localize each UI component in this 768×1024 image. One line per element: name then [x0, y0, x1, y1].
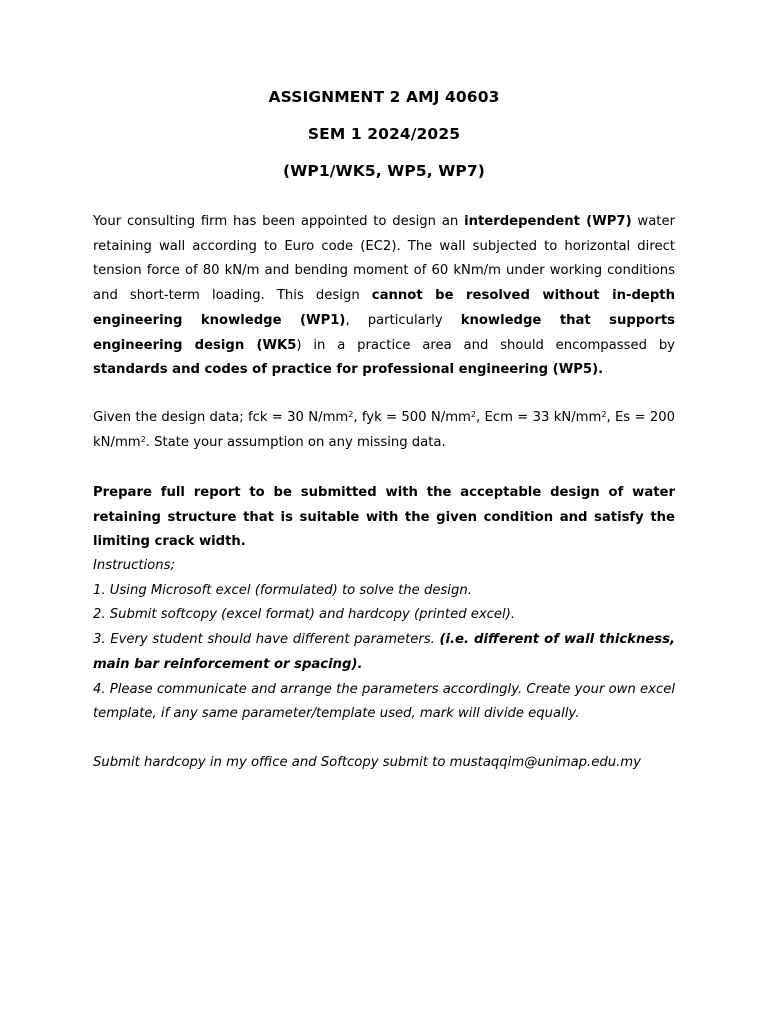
- instructions-block: [93, 554, 675, 727]
- instruction-item-3-bold: (i.e. different of wall thickness, main bar reinforcement or spacing).: [93, 632, 675, 672]
- intro-bold-wk5: knowledge that supports engineering design (WK5: [93, 312, 675, 353]
- intro-bold-wp7: interdependent (WP7): [464, 214, 632, 229]
- design-data-text-3: , Ecm = 33 kN/mm: [475, 410, 602, 425]
- instruction-item-4: 4. Please communicate and arrange the parameters accordingly. Create your own excel template, if any same parameter/template used, mark will divide equally.: [93, 681, 675, 722]
- design-data-text-4: , Es = 200 kN/mm: [93, 410, 675, 450]
- superscript-2: 2: [601, 410, 607, 419]
- design-data-paragraph: [93, 406, 675, 455]
- instruction-item-1: 1. Using Microsoft excel (formulated) to solve the design.: [93, 582, 472, 598]
- instruction-item-3: [93, 628, 675, 677]
- submission-note: Submit hardcopy in my office and Softcopy submit to mustaqqim@unimap.edu.my: [93, 755, 641, 770]
- report-requirement-paragraph: [93, 481, 675, 555]
- intro-bold-wp1: cannot be resolved without in-depth engineering knowledge (WP1): [93, 288, 675, 328]
- intro-text-3: , particularly: [345, 312, 461, 328]
- assignment-title: ASSIGNMENT 2 AMJ 40603: [268, 88, 500, 106]
- report-requirement-text: Prepare full report to be submitted with the acceptable design of water retaining structure that is suitable with the given condition and satisfy the limiting crack width.: [93, 485, 675, 550]
- instruction-item-2: 2. Submit softcopy (excel format) and hardcopy (printed excel).: [93, 607, 516, 623]
- instructions-heading: Instructions;: [93, 558, 175, 573]
- superscript-2: 2: [348, 410, 354, 419]
- intro-bold-wp5: standards and codes of practice for professional engineering (WP5).: [93, 362, 604, 378]
- semester-title: SEM 1 2024/2025: [307, 125, 461, 143]
- intro-text-2: water retaining wall according to Euro code (EC2). The wall subjected to horizontal direct tension force of 80 kN/m and bending moment of 60 kNm/m under working conditions and short-term loading. This design: [93, 214, 675, 304]
- superscript-2: 2: [140, 434, 146, 444]
- instruction-item-3-text: 3. Every student should have different parameters.: [93, 632, 440, 648]
- outcome-codes-title: (WP1/WK5, WP5, WP7): [283, 162, 485, 180]
- design-data-text-1: Given the design data; fck = 30 N/mm: [93, 410, 349, 425]
- superscript-2: 2: [470, 410, 476, 419]
- intro-text-1: Your consulting firm has been appointed to design an: [93, 214, 465, 229]
- intro-text-4: ) in a practice area and should encompassed by: [296, 337, 675, 353]
- intro-paragraph: [93, 210, 675, 383]
- design-data-text-5: . State your assumption on any missing data.: [145, 434, 446, 450]
- design-data-text-2: , fyk = 500 N/mm: [353, 410, 471, 425]
